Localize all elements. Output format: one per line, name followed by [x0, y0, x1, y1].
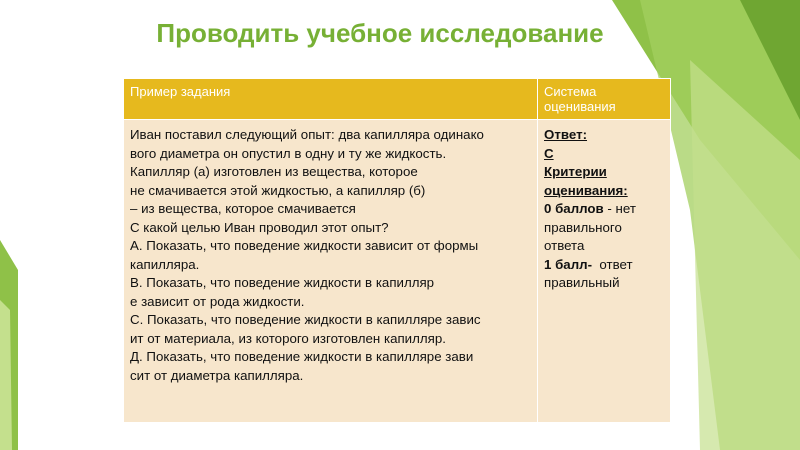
one-point-score: 1 балл- [544, 256, 593, 272]
task-line: е зависит от рода жидкости. [130, 293, 305, 309]
task-line: – из вещества, которое смачивается [130, 201, 356, 216]
task-table [123, 78, 671, 423]
task-line: не смачивается этой жидкостью, а капилляр (б) [130, 182, 426, 198]
one-point-line: правильный [544, 275, 620, 290]
criteria-label: оценивания: [544, 182, 628, 198]
answer-label: Ответ: [544, 127, 588, 142]
zero-points-text: - нет [603, 201, 636, 216]
header-grading-cell [538, 79, 671, 120]
one-point-text: ответ [592, 256, 633, 272]
task-line: В. Показать, что поведение жидкости в капилляр [130, 275, 435, 290]
task-line: С. Показать, что поведение жидкости в капилляре завис [130, 312, 481, 327]
task-line: Капилляр (а) изготовлен из вещества, которое [130, 164, 418, 179]
header-task: Пример задания [130, 84, 231, 99]
zero-points-line: правильного [544, 219, 622, 235]
task-line: Д. Показать, что поведение жидкости в капилляре зави [130, 349, 474, 364]
task-line: С какой целью Иван проводил этот опыт? [130, 219, 389, 235]
task-cell [124, 120, 538, 423]
answer-value: С [544, 145, 554, 161]
zero-points-score: 0 баллов [544, 201, 604, 216]
task-line: Иван поставил следующий опыт: два капилляра одинако [130, 127, 484, 142]
one-point-line [544, 256, 664, 275]
task-line: ит от материала, из которого изготовлен капилляр. [130, 330, 446, 346]
header-task-cell [124, 79, 538, 120]
task-text [124, 120, 537, 391]
criteria-label: Критерии [544, 164, 607, 179]
grading-cell [538, 120, 671, 423]
task-line: капилляра. [130, 256, 200, 272]
slide-title: Проводить учебное исследование [156, 18, 604, 48]
zero-points-line: ответа [544, 238, 585, 253]
grading-text [538, 120, 670, 299]
zero-points-line [544, 200, 664, 219]
header-grading: Система оценивания [544, 84, 616, 114]
task-line: вого диаметра он опустил в одну и ту же жидкость. [130, 145, 447, 161]
task-line: А. Показать, что поведение жидкости зависит от формы [130, 238, 479, 253]
task-line: сит от диаметра капилляра. [130, 367, 304, 383]
